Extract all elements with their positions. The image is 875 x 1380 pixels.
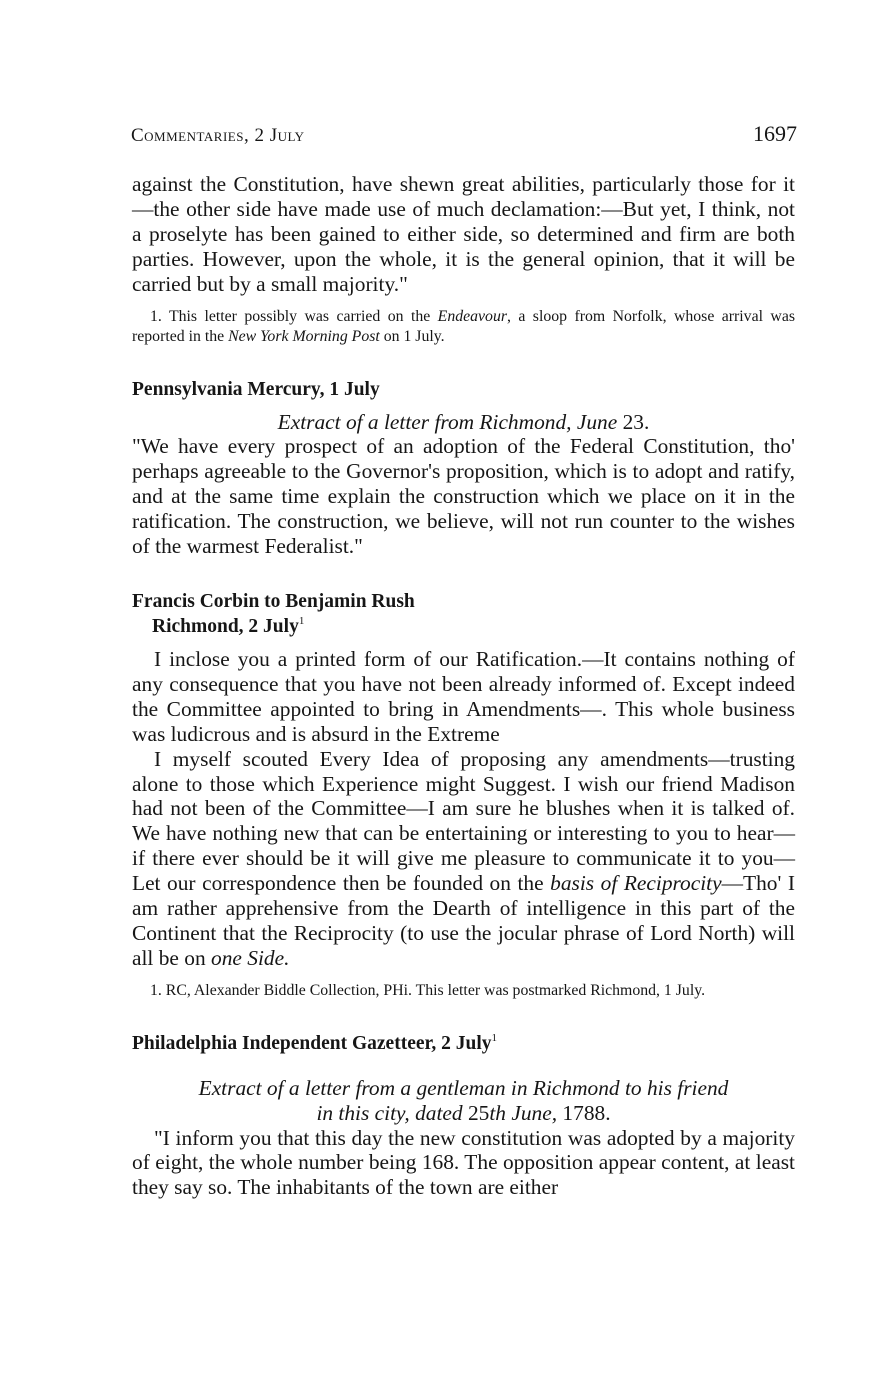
running-head-section: Commentaries, 2 July [131,125,305,146]
italic-phrase-end: one Side. [211,945,290,970]
heading-text: Philadelphia Independent Gazetteer, 2 July [132,1032,492,1054]
footnote-1-text: 1. This letter possibly was carried on the [150,307,438,325]
corbin-letter-paragraph-2 [132,747,795,971]
corbin-letter-dateline [132,614,795,639]
dateline-text: Richmond, 2 July [152,615,299,637]
philadelphia-gazetteer-body: "I inform you that this day the new constitution was adopted by a majority of eight, the whole number being 168. The opposition appear content, at least they say so. The inhabitants of the town are either [132,1125,795,1200]
footnote-1-text-middle: , a sloop from Norfolk, whose arrival was reported in the [132,307,795,345]
paragraph-text: I myself scouted Every Idea of proposing any amendments—trusting alone to those which Experience might Suggest. I wish our friend Madison had not been of the Committee—I am sure he blushes when it is talked of. We have nothing new that can be entertaining or interesting to you to hear—if there ever should be it will give me pleasure to communicate it to you—Let our correspondence then be founded on the [132,746,795,896]
running-head [131,121,797,147]
corbin-letter-paragraph-1: I inclose you a printed form of our Ratification.—It contains nothing of any consequence that you have not been already informed of. Except indeed the Committee appointed to bring in Amendments—. This whole business was ludicrous and is absurd in the Extreme [132,646,795,746]
section-heading-corbin-letter: Francis Corbin to Benjamin Rush [132,590,415,612]
extract-heading-line-1: Extract of a letter from a gentleman in Richmond to his friend [198,1075,729,1100]
footnote-marker: 1 [298,614,305,627]
paragraph-text-continued: —Tho' I am rather apprehensive from the Dearth of intelligence in this part of the Continent that the Reciprocity (to use the jocular phrase of Lord North) will all be on [132,871,795,970]
extract-heading-line-2 [132,1101,795,1126]
section-heading-philadelphia-gazetteer [132,1031,795,1056]
page-number: 1697 [753,121,797,146]
extract-text: in this city, dated [316,1100,463,1125]
footnote-1 [132,307,795,347]
italic-phrase: basis of Reciprocity [550,871,722,896]
footnote-1-newspaper-name: New York Morning Post [228,327,380,345]
footnote-1-text-end: on 1 July. [379,327,445,345]
extract-year: 1788. [562,1100,611,1125]
intro-paragraph: against the Constitution, have shewn great abilities, particularly those for it—the other side have made use of much declamation:—But yet, I think, not a proselyte has been gained to either side, so determined and firm are both parties. However, upon the whole, it is the general opinion, that it will be carried but by a small majority." [132,172,795,296]
section-heading-pennsylvania-mercury: Pennsylvania Mercury, 1 July [132,378,380,400]
extract-heading-date: 23. [622,409,650,434]
footnote-marker: 1 [491,1031,498,1044]
extract-heading-pennsylvania-mercury [132,410,795,435]
extract-month: th June, [489,1100,558,1125]
footnote-1-ship-name: Endeavour [437,307,507,325]
extract-heading-text: Extract of a letter from Richmond, June [277,409,618,434]
main-text [132,172,795,1200]
extract-day: 25 [467,1100,490,1125]
pennsylvania-mercury-body: "We have every prospect of an adoption of the Federal Constitution, tho' perhaps agreeable to the Governor's proposition, which is to adopt and ratify, and at the same time explain the construction which we place on it in the ratification. The construction, we believe, will not run counter to the wishes of the warmest Federalist." [132,434,795,559]
footnote-corbin: 1. RC, Alexander Biddle Collection, PHi. This letter was postmarked Richmond, 1 July. [150,981,706,999]
